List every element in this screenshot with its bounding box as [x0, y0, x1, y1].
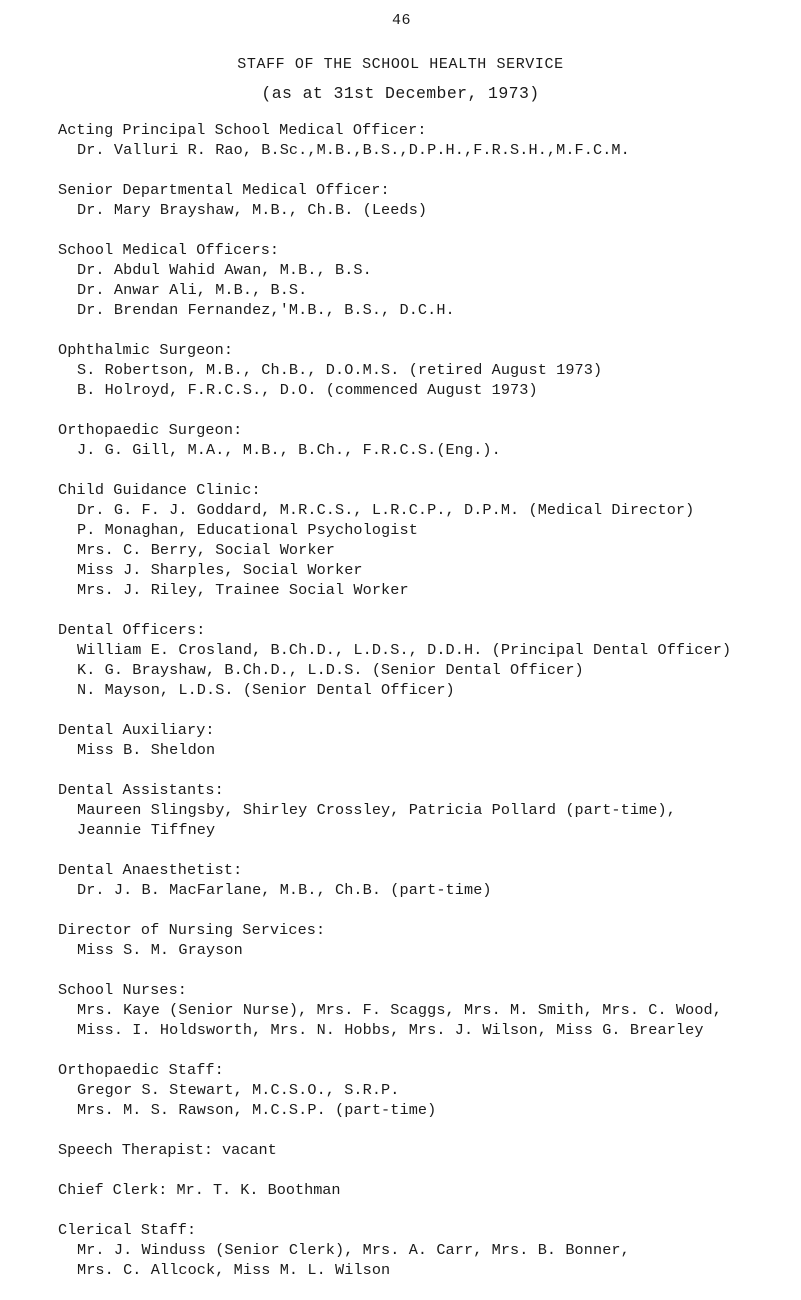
staff-entry: William E. Crosland, B.Ch.D., L.D.S., D.D.H. (Principal Dental Officer) [77, 641, 732, 659]
section-heading: Dental Assistants: [58, 781, 224, 799]
staff-entry: Dr. Mary Brayshaw, M.B., Ch.B. (Leeds) [77, 201, 428, 219]
section-heading: Dental Auxiliary: [58, 721, 215, 739]
staff-entry: Dr. G. F. J. Goddard, M.R.C.S., L.R.C.P., D.P.M. (Medical Director) [77, 501, 695, 519]
section-heading: Acting Principal School Medical Officer: [58, 121, 427, 139]
staff-entry: Miss. I. Holdsworth, Mrs. N. Hobbs, Mrs. J. Wilson, Miss G. Brearley [77, 1021, 704, 1039]
section-director-nursing [58, 920, 798, 960]
staff-entry: Mrs. C. Berry, Social Worker [77, 541, 335, 559]
staff-entry: Mr. J. Winduss (Senior Clerk), Mrs. A. Carr, Mrs. B. Bonner, [77, 1241, 630, 1259]
staff-entry: P. Monaghan, Educational Psychologist [77, 521, 418, 539]
staff-entry: Dr. Abdul Wahid Awan, M.B., B.S. [77, 261, 372, 279]
section-heading: Dental Officers: [58, 621, 206, 639]
section-school-medical-officers [58, 240, 798, 320]
staff-entry: Jeannie Tiffney [77, 821, 216, 839]
section-heading: Child Guidance Clinic: [58, 481, 261, 499]
section-dental-officers [58, 620, 798, 700]
section-heading: Orthopaedic Staff: [58, 1061, 224, 1079]
staff-entry: Mrs. M. S. Rawson, M.C.S.P. (part-time) [77, 1101, 437, 1119]
page-number: 46 [392, 12, 412, 29]
section-acting-principal-smo [58, 120, 798, 160]
section-child-guidance-clinic [58, 480, 798, 600]
section-orthopaedic-staff [58, 1060, 798, 1120]
section-heading: Dental Anaesthetist: [58, 861, 243, 879]
staff-entry: Dr. Valluri R. Rao, B.Sc.,M.B.,B.S.,D.P.H.,F.R.S.H.,M.F.C.M. [77, 141, 630, 159]
section-dental-auxiliary [58, 720, 798, 760]
staff-entry: Maureen Slingsby, Shirley Crossley, Patricia Pollard (part-time), [77, 801, 676, 819]
staff-entry: Miss B. Sheldon [77, 741, 216, 759]
chief-clerk-entry: Chief Clerk: Mr. T. K. Boothman [58, 1181, 341, 1199]
section-heading: Ophthalmic Surgeon: [58, 341, 234, 359]
staff-entry: J. G. Gill, M.A., M.B., B.Ch., F.R.C.S.(Eng.). [77, 441, 501, 459]
staff-entry: K. G. Brayshaw, B.Ch.D., L.D.S. (Senior Dental Officer) [77, 661, 584, 679]
staff-listing [58, 120, 798, 1300]
staff-entry: Mrs. C. Allcock, Miss M. L. Wilson [77, 1261, 391, 1279]
staff-entry: Dr. J. B. MacFarlane, M.B., Ch.B. (part-time) [77, 881, 492, 899]
staff-entry: Dr. Anwar Ali, M.B., B.S. [77, 281, 308, 299]
staff-entry: Dr. Brendan Fernandez,'M.B., B.S., D.C.H. [77, 301, 455, 319]
section-dental-assistants [58, 780, 798, 840]
section-heading: School Medical Officers: [58, 241, 280, 259]
speech-therapist-entry: Speech Therapist: vacant [58, 1141, 277, 1159]
section-heading: Clerical Staff: [58, 1221, 197, 1239]
staff-entry: Mrs. J. Riley, Trainee Social Worker [77, 581, 409, 599]
staff-entry: S. Robertson, M.B., Ch.B., D.O.M.S. (retired August 1973) [77, 361, 603, 379]
document-subtitle: (as at 31st December, 1973) [261, 84, 540, 103]
staff-entry: N. Mayson, L.D.S. (Senior Dental Officer) [77, 681, 455, 699]
section-heading: School Nurses: [58, 981, 187, 999]
section-dental-anaesthetist [58, 860, 798, 900]
staff-entry: Mrs. Kaye (Senior Nurse), Mrs. F. Scaggs, Mrs. M. Smith, Mrs. C. Wood, [77, 1001, 722, 1019]
staff-entry: Miss J. Sharples, Social Worker [77, 561, 363, 579]
section-speech-therapist [58, 1140, 798, 1160]
section-orthopaedic-surgeon [58, 420, 798, 460]
document-title: STAFF OF THE SCHOOL HEALTH SERVICE [237, 56, 564, 73]
section-heading: Director of Nursing Services: [58, 921, 326, 939]
section-heading: Senior Departmental Medical Officer: [58, 181, 390, 199]
staff-entry: Miss S. M. Grayson [77, 941, 243, 959]
section-heading: Orthopaedic Surgeon: [58, 421, 243, 439]
section-ophthalmic-surgeon [58, 340, 798, 400]
section-senior-departmental-mo [58, 180, 798, 220]
section-clerical-staff [58, 1220, 798, 1280]
section-chief-clerk [58, 1180, 798, 1200]
staff-entry: B. Holroyd, F.R.C.S., D.O. (commenced August 1973) [77, 381, 538, 399]
section-school-nurses [58, 980, 798, 1040]
staff-entry: Gregor S. Stewart, M.C.S.O., S.R.P. [77, 1081, 400, 1099]
